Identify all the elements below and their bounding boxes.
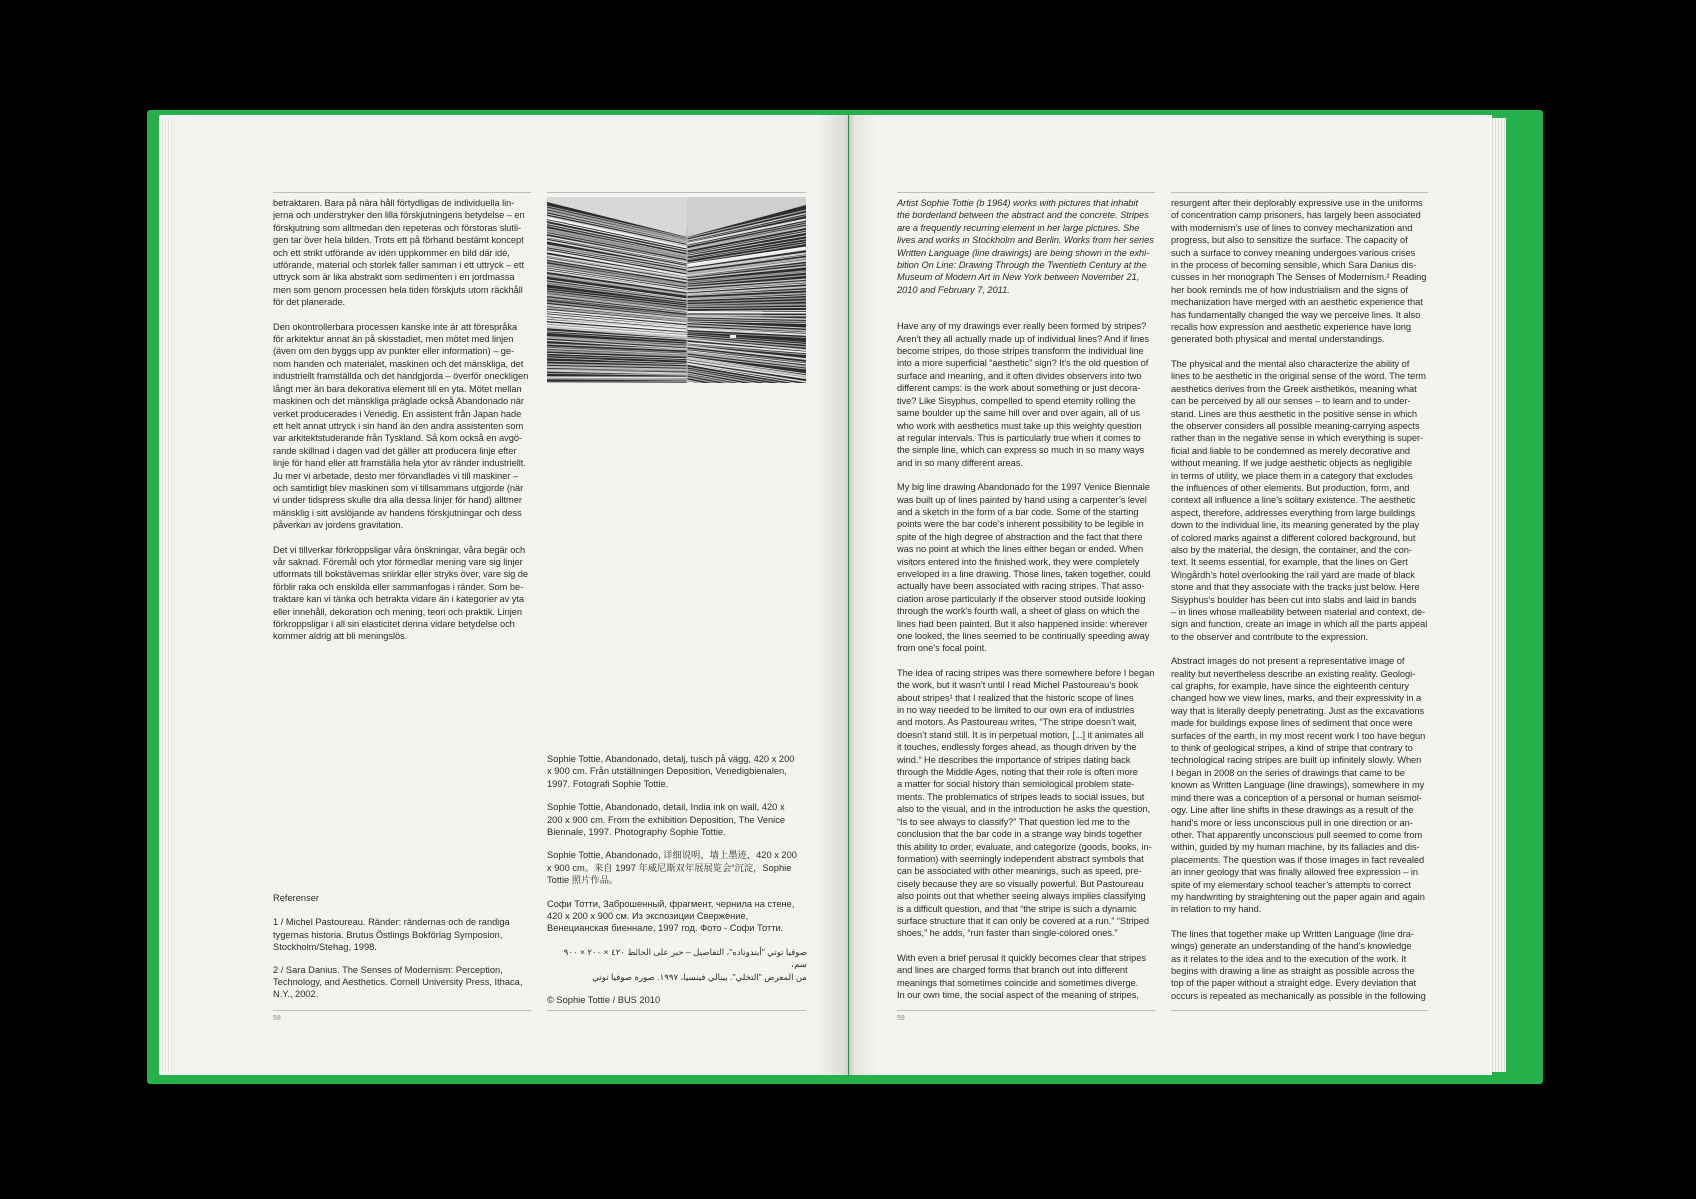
right-col2-paragraph-1: resurgent after their deplorably expressive use in the uniforms of concentration camp prisoners, has largely been associated with modernism’s use of lines to convey mechanization and progress, but also to sensitize the surface. The capacity of such a surface to convey meaning undergoes various crises in the process of becoming sensible, which Sara Danius dis- cusses in her monograph The Senses of Modernism.² Reading her book reminds me of how industrialism and the signs of mechanization have merged with an aesthetic experience that has fundamentally changed the way we perceive lines. It also recalls how expression and aesthetic experience have long generated both physical and mental understandings. [1171,198,1427,345]
right-page-edges [1490,118,1506,1072]
right-col1-paragraph-2: My big line drawing Abandonado for the 1997 Venice Biennale was built up of lines painted by hand using a carpenter’s level and a sketch in the form of a bar code. Some of the starting points were the bar code’s inherent possibility to be legible in spite of the high degree of abstraction and the fact that there was no point at which the lines either began or ended. When visitors entered into the finished work, they were completely enveloped in a line drawing. Those lines, taken together, could actually have been associated with racing stripes. That asso- ciation arose particularly if the observer stood outside looking through the work’s fourth wall, a sheet of glass on which the lines had been painted. But it also happened inside: wherever one looked, the lines seemed to be continually speeding away from one’s focal point. [897,482,1151,654]
caption-russian: Софи Тотти, Заброшенный, фрагмент, чернила на стене, 420 x 200 x 900 см. Из экспозиции Свержение, Венецианская биеннале, 1997 год. Фото - Софи Тотти. [547,898,795,934]
right-col1-paragraph-1: Have any of my drawings ever really been formed by stripes? Aren’t they all actually made up of individual lines? And if lines become stripes, do those stripes transform the individual line into a more superficial “aesthetic” sign? It’s the old question of surface and meaning, and it often divides observers into two different camps: is the work about something or just decora- tive? Like Sisyphus, compelled to spend eternity rolling the same boulder up the same hill over and over again, all of us who work with aesthetics must take up this weighty question at regular intervals. This is particularly true when it comes to the simple line, which can express so much in so many ways and in so many different areas. [897,321,1149,468]
reference-2: 2 / Sara Danius. The Senses of Modernism: Perception, Technology, and Aesthetics. Cornell University Press, Ithaca, N.Y., 2002. [273,964,523,1000]
left-top-rule-1 [273,192,531,193]
left-paragraph-3: Det vi tillverkar förkroppsligar våra önskningar, våra begär och vår saknad. Föremål och ytor förmedlar mening vare sig linjer utformats till bokstävernas snirklar eller stryks över, vare sig de förblir raka och enskilda eller sammanfogas i ränder. Som be- traktare kan vi tänka och betrakta vidare än i kategorier av yta eller innehåll, dekoration och mening, teori och praktik. Linjen förkroppsligar i all sin elasticitet denna vidare betydelse och kommer aldrig att bli meningslös. [273,544,528,642]
reference-1: 1 / Michel Pastoureau. Ränder: rändernas och de randiga tygernas historia. Brutus Östlings Bokförlag Symposion, Stockholm/Stehag, 1998. [273,917,510,953]
left-paragraph-1: betraktaren. Bara på nära håll förtydligas de individuella lin- jerna och understryker den lilla förskjutningens betydelse – en förskjutning som alltmedan den repeteras och förstoras slutli- gen tar över hela bilden. Trots ett på förhand bestämt koncept och ett strikt utförande av idén uppkommer en bild där idé, utförande, material och storlek faller samman i ett uttryck – ett uttryck som är lika abstrakt som sedimenten i en jordmassa men som genom processen hela tiden förskjuts utom räckhåll för det planerade. [273,198,525,308]
right-page-number: 59 [897,1015,905,1022]
artwork-photo-abandonado [547,197,806,383]
left-page-edges [162,118,176,1072]
right-bottom-rule-2 [1171,1010,1428,1011]
caption-arabic: صوفيا توتي "أبندوناده"، التفاصيل – حبر على الحائط ٤٢٠ × ٢٠٠ × ٩٠٠ سم، من المعرض "التخلي". بينالي فينسيا، ١٩٩٧. صورة صوفيا توتي [563,946,807,982]
caption-swedish: Sophie Tottie, Abandonado, detalj, tusch på vägg, 420 x 200 x 900 cm. Från utställningen Deposition, Venedigbienalen, 1997. Fotografi Sophie Tottie. [547,754,795,789]
right-top-rule-1 [897,192,1155,193]
left-bottom-rule-1 [273,1010,531,1011]
right-bottom-rule-1 [897,1010,1155,1011]
right-body-column-1 [897,197,1155,1005]
right-col1-paragraph-4: With even a brief perusal it quickly becomes clear that stripes and lines are charged forms that branch out into different meanings that sometimes coincide and sometimes diverge. In our own time, the social aspect of the meaning of stripes, [897,952,1147,1000]
author-intro: Artist Sophie Tottie (b 1964) works with pictures that inhabit the borderland between the abstract and the concrete. Stripes are a frequently recurring element in her large pictures. She lives and works in Stockholm and Berlin. Works from her series Written Language (line drawings) are being shown in the exhi- bition On Line: Drawing Through the Twentieth Century at the Museum of Modern Art in New York between November 21, 2010 and February 7, 2011. [897,198,1154,295]
left-top-rule-2 [547,192,806,193]
left-bottom-rule-2 [547,1010,806,1011]
right-top-rule-2 [1171,192,1428,193]
references [273,892,533,1011]
right-body-column-2 [1171,197,1428,1005]
right-col2-paragraph-4: The lines that together make up Written Language (line dra- wings) generate an understanding of the hand’s knowledge as it relates to the idea and to the execution of the work. It begins with drawing a line as straight as possible across the top of the paper without a straight edge. Every deviation that occurs is repeated as mechanically as possible in the following [1171,928,1426,1001]
copyright-notice: © Sophie Tottie / BUS 2010 [547,995,661,1006]
left-page-number: 58 [273,1015,281,1022]
right-col2-paragraph-2: The physical and the mental also characterize the ability of lines to be aesthetic in the original sense of the word. The term aesthetics derives from the Greek aisthetikós, meaning what can be perceived by all our senses – to learn and to under- stand. Lines are thus aesthetic in the positive sense in which the observer considers all possible meaning-carrying aspects rather than in the negative sense in which everything is super- ficial and liable to be condemned as merely decorative and without meaning. If we judge aesthetic objects as negligible in terms of utility, we place them in a category that excludes the influences of other elements. But production, form, and context all influence a line’s solitary existence. The aesthetic aspect, therefore, addresses everything from large buildings down to the individual line, its meaning generated by the play of colored marks against a different colored background, but also by the material, the design, the container, and the con- text. It seems essential, for example, that the lines on Gert Wingårdh’s hotel overlooking the rail yard are made of black stone and that they associate with the tracks just below. Here Sisyphus’s boulder has been cut into slabs and laid in bands – in lines whose malleability between material and context, de- sign and function, create an image in which all the parts appeal to the observer and contribute to the expression. [1171,358,1428,642]
right-col1-paragraph-3: The idea of racing stripes was there somewhere before I began the work, but it wasn’t until I read Michel Pastoureau’s book about stripes¹ that I realized that the historic scope of lines in no way needed to be limited to our own era of industries and motors. As Pastoureau writes, “The stripe doesn’t wait, doesn’t stand still. It is in perpetual motion, [...] it animates all it touches, endlessly forges ahead, as though driven by the wind.” He describes the importance of stripes dating back through the Middle Ages, noting that their role is often more a matter for social history than semiological problem state- ments. The problematics of stripes leads to social issues, but also to the visual, and in the introduction he asks the question, “Is to see always to classify?” That question led me to the conclusion that the bar code in a strange way binds together this ability to order, evaluate, and categorize (goods, books, in- formation) with seemingly independent abstract symbols that can be associated with other meanings, such as speed, pre- cisely because they are so visually powerful. But Pastoureau also points out that whether seeing always implies classifying is a difficult question, and that “the stripe is such a dynamic surface structure that it can only be covered at a run.” “Striped shoes,” he adds, “run faster than single-colored ones.” [897,667,1155,939]
left-paragraph-2: Den okontrollerbara processen kanske inte är att förespråka för arkitektur annat än på skisstadiet, men mötet med linjen (även om den byggs upp av punkter eller information) – ge- nom handen och materialet, maskinen och det mänskliga, det industriellt framställda och det handgjorda – överför oneckligen långt mer än bara dekorativa element till en yta. Mötet mellan maskinen och det mänskliga präglade också Abandonado när verket producerades i Venedig. En assistent från Japan hade ett helt annat uttryck i sin hand än den andra assistenten som var arkitektstuderande från Tyskland. Så kom också en avgö- rande skillnad i dagen vad det gäller att producera linje efter linje för hand eller att framställa hela ytor av ränder industriellt. Ju mer vi arbetade, desto mer förvandlades vi till maskiner – och samtidigt blev maskinen som vi tillsammans utgjorde (när vi under tidspress skulle dra alla dessa linjer för hand) alltmer mänsklig i sitt avslöjande av handens förskjutningar och dess påverkan av jordens gravitation. [273,321,529,531]
caption-chinese: Sophie Tottie, Abandonado, 详细说明，墙上墨迹，420 x 200 x 900 cm。来自 1997 年威尼斯双年展展览会“沉淀，Sophie Tottie 照片作品。 [547,850,797,886]
left-body-column [273,197,531,657]
caption-english: Sophie Tottie, Abandonado, detail, India ink on wall, 420 x 200 x 900 cm. From the exhibition Deposition, The Venice Biennale, 1997. Photography Sophie Tottie. [547,802,786,838]
references-heading: Referenser [273,893,319,903]
right-col2-paragraph-3: Abstract images do not present a representative image of reality but nevertheless describe an existing reality. Geologi- cal graphs, for example, have since the eighteenth century changed how we view lines, marks, and their expressivity in a way that is literally deeply penetrating. Just as the excavations made for buildings expose lines of sediment that once were surfaces of the earth, in my most recent work I too have begun to think of geological stripes, a kind of stripe that contrary to technological racing stripes are built up infinitely slowly. When I began in 2008 on the series of drawings that came to be known as Written Language (line drawings), somewhere in my mind there was a conception of a personal or human seismol- ogy. Line after line shifts in these drawings as a result of the hand’s more or less unconscious pull in one direction or an- other. That apparently unconscious pull seemed to come from within, guided by my human machine, by its fallacies and dis- placements. The question was if those images in fact revealed an inner geology that was finally allowed free expression – in spite of my elementary school teacher’s attempts to correct my handwriting by straightening out the paper again and again in relation to my hand. [1171,656,1426,915]
photo-captions [547,753,807,1018]
book-gutter [818,115,878,1075]
